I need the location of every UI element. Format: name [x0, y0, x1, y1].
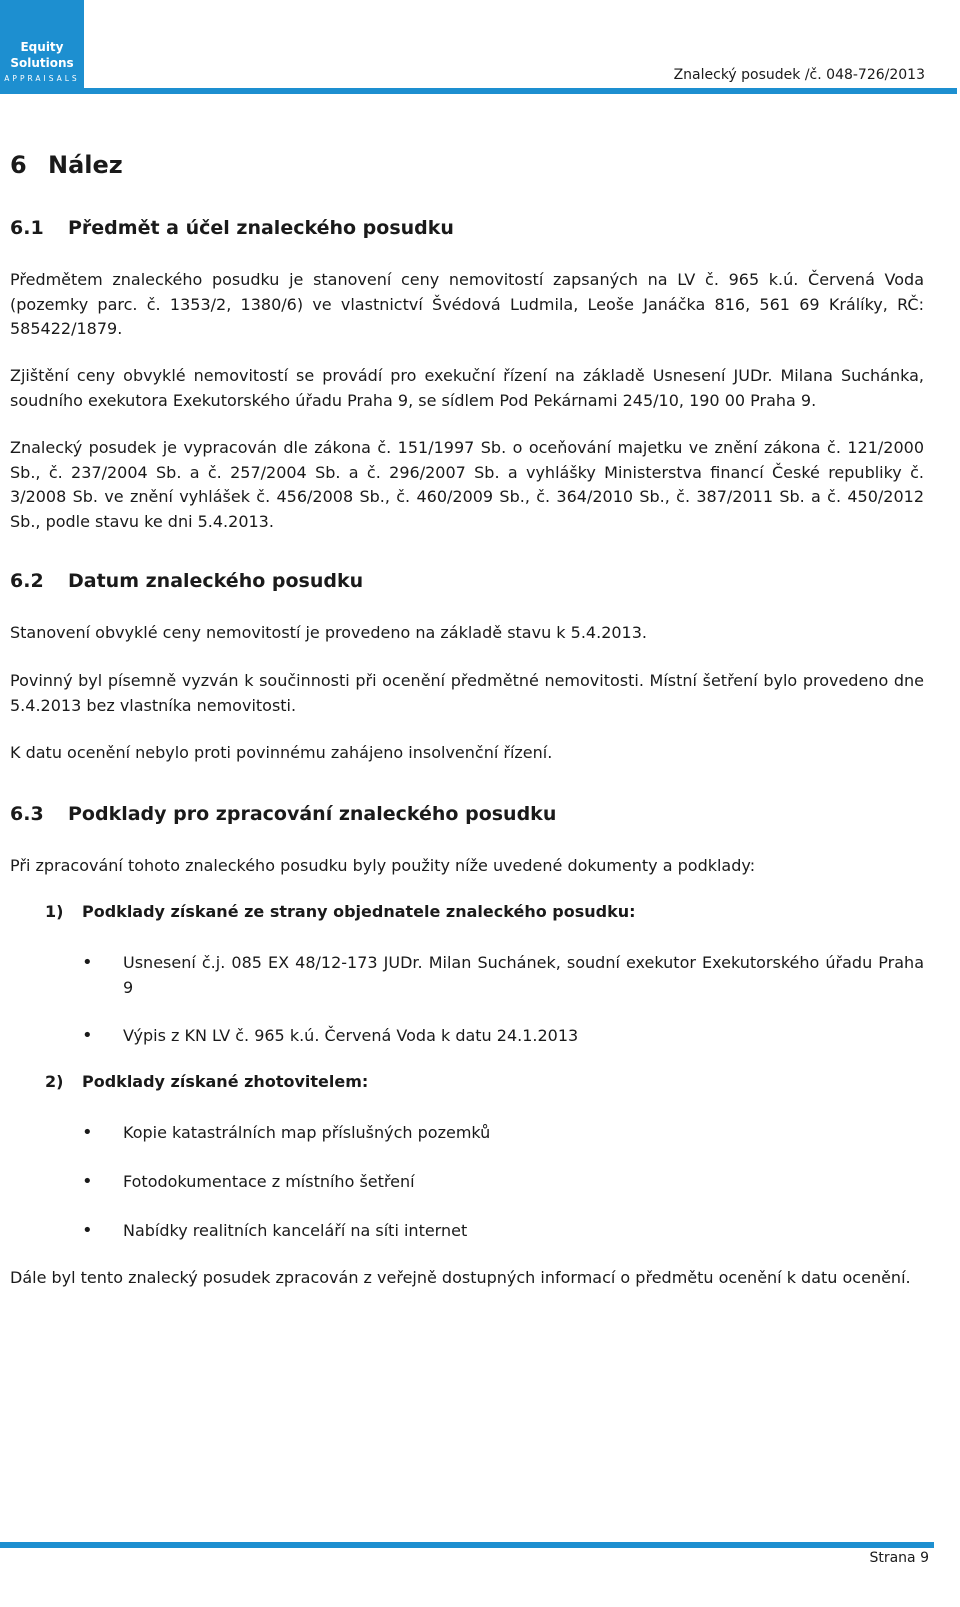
list-number: 1): [45, 902, 64, 921]
paragraph: Stanovení obvyklé ceny nemovitostí je provedeno na základě stavu k 5.4.2013.: [10, 623, 647, 642]
footer-divider: [0, 1542, 934, 1548]
list-title: Podklady získané zhotovitelem:: [82, 1072, 369, 1091]
list-number: 2): [45, 1072, 64, 1091]
logo-line-3: APPRAISALS: [4, 74, 80, 83]
bullet-text: Kopie katastrálních map příslušných pozemků: [123, 1123, 491, 1142]
paragraph: Znalecký posudek je vypracován dle zákona č. 151/1997 Sb. o oceňování majetku ve znění zákona č. 121/2000 Sb., č. 237/2004 Sb. a č. 257/2004 Sb. a č. 296/2007 Sb. a vyhlášky Ministerstva financí České republiky č. 3/2008 Sb. ve znění vyhlášek č. 456/2008 Sb., č. 460/2009 Sb., č. 364/2010 Sb., č. 387/2011 Sb. a č. 450/2012 Sb., podle stavu ke dni 5.4.2013.: [10, 438, 924, 531]
header-divider: [0, 88, 957, 94]
bullet-item: [82, 1170, 924, 1195]
numbered-list-item: [45, 902, 636, 921]
section-6-heading: [10, 151, 123, 179]
company-logo: [0, 0, 84, 88]
paragraph: K datu ocenění nebylo proti povinnému zahájeno insolvenční řízení.: [10, 743, 553, 762]
logo-line-2: Solutions: [10, 56, 74, 70]
bullet-text: Výpis z KN LV č. 965 k.ú. Červená Voda k datu 24.1.2013: [123, 1026, 579, 1045]
section-6-1-heading: [10, 217, 454, 239]
bullet-text: Usnesení č.j. 085 EX 48/12-173 JUDr. Milan Suchánek, soudní exekutor Exekutorského úřadu Praha 9: [123, 953, 924, 997]
logo-line-1: Equity: [20, 40, 64, 54]
section-title: Předmět a účel znaleckého posudku: [68, 217, 454, 239]
section-title: Podklady pro zpracování znaleckého posudku: [68, 803, 557, 825]
section-number: 6: [10, 151, 27, 179]
bullet-item: [82, 1219, 924, 1244]
document-reference: Znalecký posudek /č. 048-726/2013: [673, 67, 925, 83]
bullet-item: [82, 1024, 924, 1049]
bullet-item: [82, 951, 924, 1000]
bullet-text: Nabídky realitních kanceláří na síti internet: [123, 1221, 468, 1240]
bullet-icon: •: [82, 1025, 93, 1046]
bullet-icon: •: [82, 1220, 93, 1241]
bullet-icon: •: [82, 952, 93, 973]
section-number: 6.3: [10, 803, 44, 825]
paragraph: Předmětem znaleckého posudku je stanovení ceny nemovitostí zapsaných na LV č. 965 k.ú. Červená Voda (pozemky parc. č. 1353/2, 1380/6) ve vlastnictví Švédová Ludmila, Leoše Janáčka 816, 561 69 Králíky, RČ: 585422/1879.: [10, 270, 924, 338]
paragraph: Při zpracování tohoto znaleckého posudku byly použity níže uvedené dokumenty a podklady:: [10, 856, 756, 875]
section-number: 6.2: [10, 570, 44, 592]
paragraph: Povinný byl písemně vyzván k součinnosti při ocenění předmětné nemovitosti. Místní šetření bylo provedeno dne 5.4.2013 bez vlastníka nemovitosti.: [10, 671, 924, 715]
list-title: Podklady získané ze strany objednatele znaleckého posudku:: [82, 902, 636, 921]
page-number: Strana 9: [869, 1550, 929, 1566]
section-6-2-heading: [10, 570, 363, 592]
section-title: Nález: [48, 151, 123, 179]
section-title: Datum znaleckého posudku: [68, 570, 364, 592]
bullet-icon: •: [82, 1171, 93, 1192]
paragraph: Dále byl tento znalecký posudek zpracován z veřejně dostupných informací o předmětu ocenění k datu ocenění.: [10, 1268, 911, 1287]
bullet-text: Fotodokumentace z místního šetření: [123, 1172, 415, 1191]
section-number: 6.1: [10, 217, 44, 239]
bullet-item: [82, 1121, 924, 1146]
numbered-list-item: [45, 1072, 368, 1091]
section-6-3-heading: [10, 803, 556, 825]
paragraph: Zjištění ceny obvyklé nemovitostí se provádí pro exekuční řízení na základě Usnesení JUDr. Milana Suchánka, soudního exekutora Exekutorského úřadu Praha 9, se sídlem Pod Pekárnami 245/10, 190 00 Praha 9.: [10, 366, 924, 410]
bullet-icon: •: [82, 1122, 93, 1143]
